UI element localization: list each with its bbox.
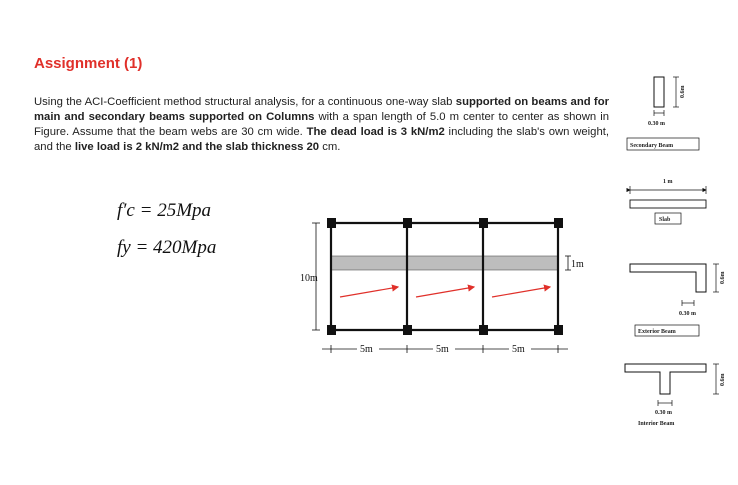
exterior-beam-width: 0.30 m — [679, 311, 696, 317]
load-arrow — [492, 287, 550, 297]
text-run-bold: supported on beams and for main and secondary beams supported on Columns — [34, 96, 609, 123]
slab-shape — [630, 200, 706, 208]
exterior-beam-shape — [630, 264, 706, 292]
text-run-bold: The dead load is 3 kN/m2 — [306, 126, 445, 138]
slab-width: 1 m — [663, 179, 673, 185]
column — [554, 325, 563, 335]
exterior-beam-section — [630, 264, 726, 336]
interior-beam-width: 0.30 m — [655, 410, 672, 416]
text-run: cm. — [319, 141, 341, 153]
assignment-title: Assignment (1) — [34, 55, 143, 72]
floor-plan — [300, 218, 584, 355]
interior-beam-section — [625, 364, 726, 427]
text-run: 5.0 m — [429, 111, 460, 123]
column — [554, 218, 563, 228]
height-label: 10m — [300, 273, 318, 284]
interior-beam-shape — [625, 364, 706, 394]
text-run: with a span length of — [314, 111, 430, 123]
column — [327, 325, 336, 335]
column — [479, 325, 488, 335]
slab-section — [630, 179, 706, 224]
text-run: including the slab's own weight, and the — [34, 126, 610, 153]
secondary-beam-shape — [654, 77, 664, 107]
strip-label: 1m — [571, 259, 584, 270]
text-run-bold: live load is 2 kN/m2 and the slab thickness 20 — [74, 141, 320, 153]
load-arrow — [340, 287, 398, 297]
span-label: 5m — [512, 344, 525, 355]
exterior-beam-label: Exterior Beam — [638, 329, 676, 335]
column — [403, 218, 412, 228]
interior-beam-label: Interior Beam — [638, 421, 675, 427]
span-label: 5m — [436, 344, 449, 355]
fy-formula: fy = 420Mpa — [117, 237, 217, 258]
span-label: 5m — [360, 344, 373, 355]
interior-beam-depth: 0.6m — [720, 373, 726, 386]
slab-label: Slab — [659, 217, 671, 223]
secondary-beam-width: 0.30 m — [648, 121, 665, 127]
secondary-beam-depth: 0.6m — [680, 85, 686, 98]
column — [403, 325, 412, 335]
column — [327, 218, 336, 228]
secondary-beam-section — [627, 77, 699, 150]
slab-strip — [331, 256, 558, 270]
load-arrow — [416, 287, 474, 297]
fc-formula: f′c = 25Mpa — [117, 200, 212, 221]
text-run: Using the ACI-Coefficient method structural analysis, for a continuous one-way slab — [34, 96, 456, 108]
column — [479, 218, 488, 228]
text-run: center to center as shown in Figure. Assume that the beam webs are 30 cm wide. — [34, 111, 609, 138]
secondary-beam-label: Secondary Beam — [630, 143, 674, 149]
exterior-beam-depth: 0.6m — [720, 271, 726, 284]
